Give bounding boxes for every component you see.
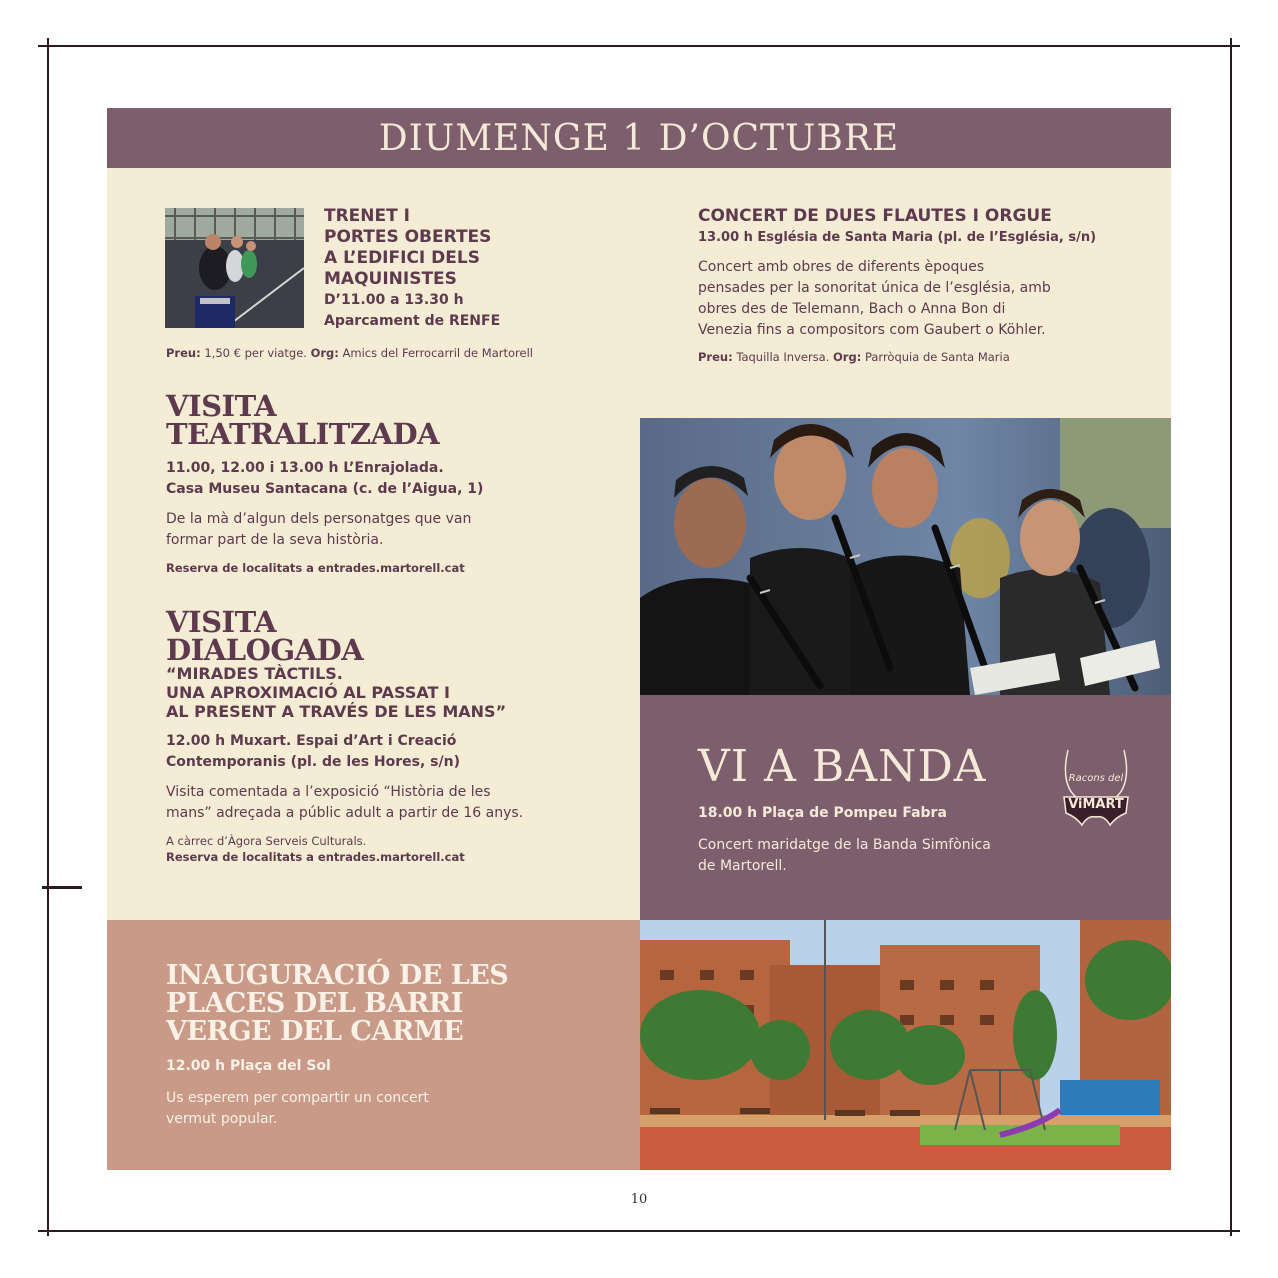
concert-title: CONCERT DE DUES FLAUTES I ORGUE — [698, 206, 1052, 226]
inauguracio-desc — [166, 1088, 429, 1130]
logo-text-top: Racons del — [1068, 773, 1124, 784]
trenet-title-line: MAQUINISTES — [324, 269, 457, 289]
visita-teatral-block — [166, 389, 626, 576]
trenet-title — [324, 206, 500, 332]
visita-dialogada-subtitle-line: “MIRADES TÀCTILS. — [166, 664, 343, 683]
trenet-price-line — [166, 345, 533, 361]
trenet-place: Aparcament de RENFE — [324, 313, 501, 329]
visita-dialogada-place: Contemporanis (pl. de les Hores, s/n) — [166, 754, 460, 770]
trenet-price-value: 1,50 € per viatge. — [204, 346, 307, 360]
frame-tick-left — [42, 886, 82, 889]
inauguracio-title — [166, 962, 626, 1046]
visita-dialogada-subtitle-line: UNA APROXIMACIÓ AL PASSAT I — [166, 683, 450, 702]
visita-teatral-reserve: Reserva de localitats a entrades.martorell.cat — [166, 561, 465, 575]
frame-right — [1230, 38, 1232, 1236]
concert-desc-line: pensades per la sonoritat única de l’església, amb — [698, 280, 1051, 296]
concert-desc-line: Concert amb obres de diferents èpoques — [698, 259, 985, 275]
inauguracio-title-line: INAUGURACIÓ DE LES — [166, 960, 509, 991]
inauguracio-desc-line: Us esperem per compartir un concert — [166, 1090, 429, 1106]
frame-left — [47, 38, 49, 1236]
vi-a-banda-desc — [698, 835, 991, 877]
trenet-title-line: TRENET I — [324, 206, 410, 226]
visita-dialogada-subtitle-line: AL PRESENT A TRAVÉS DE LES MANS” — [166, 702, 507, 721]
concert-org-label: Org: — [833, 350, 862, 364]
inauguracio-desc-line: vermut popular. — [166, 1111, 278, 1127]
visita-teatral-desc-line: De la mà d’algun dels personatges que van — [166, 511, 472, 527]
racons-del-vimart-logo — [1056, 745, 1136, 830]
visita-teatral-title-line: VISITA — [166, 389, 277, 423]
page-title: DIUMENGE 1 D’OCTUBRE — [378, 117, 900, 159]
frame-bottom — [38, 1230, 1240, 1232]
inauguracio-time-place: 12.00 h Plaça del Sol — [166, 1058, 331, 1074]
visita-dialogada-title-line: VISITA — [166, 605, 277, 639]
vi-a-banda-title: VI A BANDA — [698, 741, 987, 792]
visita-dialogada-time: 12.00 h Muxart. Espai d’Art i Creació — [166, 733, 457, 749]
vi-a-banda-desc-line: de Martorell. — [698, 858, 787, 874]
concert-desc-line: Venezia fins a compositors com Gaubert o Köhler. — [698, 322, 1046, 338]
visita-teatral-place: Casa Museu Santacana (c. de l’Aigua, 1) — [166, 481, 484, 497]
vi-a-banda-panel — [640, 695, 1171, 920]
concert-price-label: Preu: — [698, 350, 733, 364]
band-photo — [640, 418, 1171, 695]
inauguracio-panel — [107, 920, 640, 1170]
trenet-org-label: Org: — [310, 346, 339, 360]
trenet-org-value: Amics del Ferrocarril de Martorell — [342, 346, 533, 360]
header-banner — [107, 108, 1171, 168]
trenet-time: D’11.00 a 13.30 h — [324, 292, 464, 308]
concert-org-value: Parròquia de Santa Maria — [864, 350, 1010, 364]
concert-time-place: 13.00 h Església de Santa Maria (pl. de l’Església, s/n) — [698, 230, 1097, 245]
concert-block — [698, 206, 1158, 365]
concert-desc-line: obres des de Telemann, Bach o Anna Bon di — [698, 301, 1006, 317]
visita-dialogada-desc-line: mans” adreçada a públic adult a partir de 16 anys. — [166, 805, 524, 821]
visita-teatral-title-line: TEATRALITZADA — [166, 417, 440, 451]
visita-dialogada-desc-line: Visita comentada a l’exposició “Història de les — [166, 784, 491, 800]
frame-top — [38, 45, 1240, 47]
trenet-title-line: A L’EDIFICI DELS — [324, 248, 480, 268]
concert-price-line — [698, 349, 1158, 365]
inauguracio-title-line: PLACES DEL BARRI — [166, 988, 463, 1019]
visita-dialogada-block — [166, 605, 636, 865]
visita-teatral-time: 11.00, 12.00 i 13.00 h L’Enrajolada. — [166, 460, 444, 476]
page-number: 10 — [630, 1192, 648, 1207]
logo-text-main: ViMART — [1068, 797, 1124, 812]
vi-a-banda-desc-line: Concert maridatge de la Banda Simfònica — [698, 837, 991, 853]
inauguracio-title-line: VERGE DEL CARME — [166, 1016, 464, 1047]
vi-a-banda-time-place: 18.00 h Plaça de Pompeu Fabra — [698, 805, 947, 821]
plaza-photo — [640, 920, 1171, 1170]
visita-dialogada-reserve: Reserva de localitats a entrades.martorell.cat — [166, 850, 465, 864]
trenet-title-line: PORTES OBERTES — [324, 227, 492, 247]
trenet-price-label: Preu: — [166, 346, 201, 360]
trenet-photo — [165, 208, 304, 328]
visita-teatral-desc-line: formar part de la seva història. — [166, 532, 384, 548]
visita-dialogada-title-line: DIALOGADA — [166, 633, 364, 667]
concert-price-value: Taquilla Inversa. — [736, 350, 830, 364]
visita-dialogada-note: A càrrec d’Àgora Serveis Culturals. — [166, 834, 367, 848]
